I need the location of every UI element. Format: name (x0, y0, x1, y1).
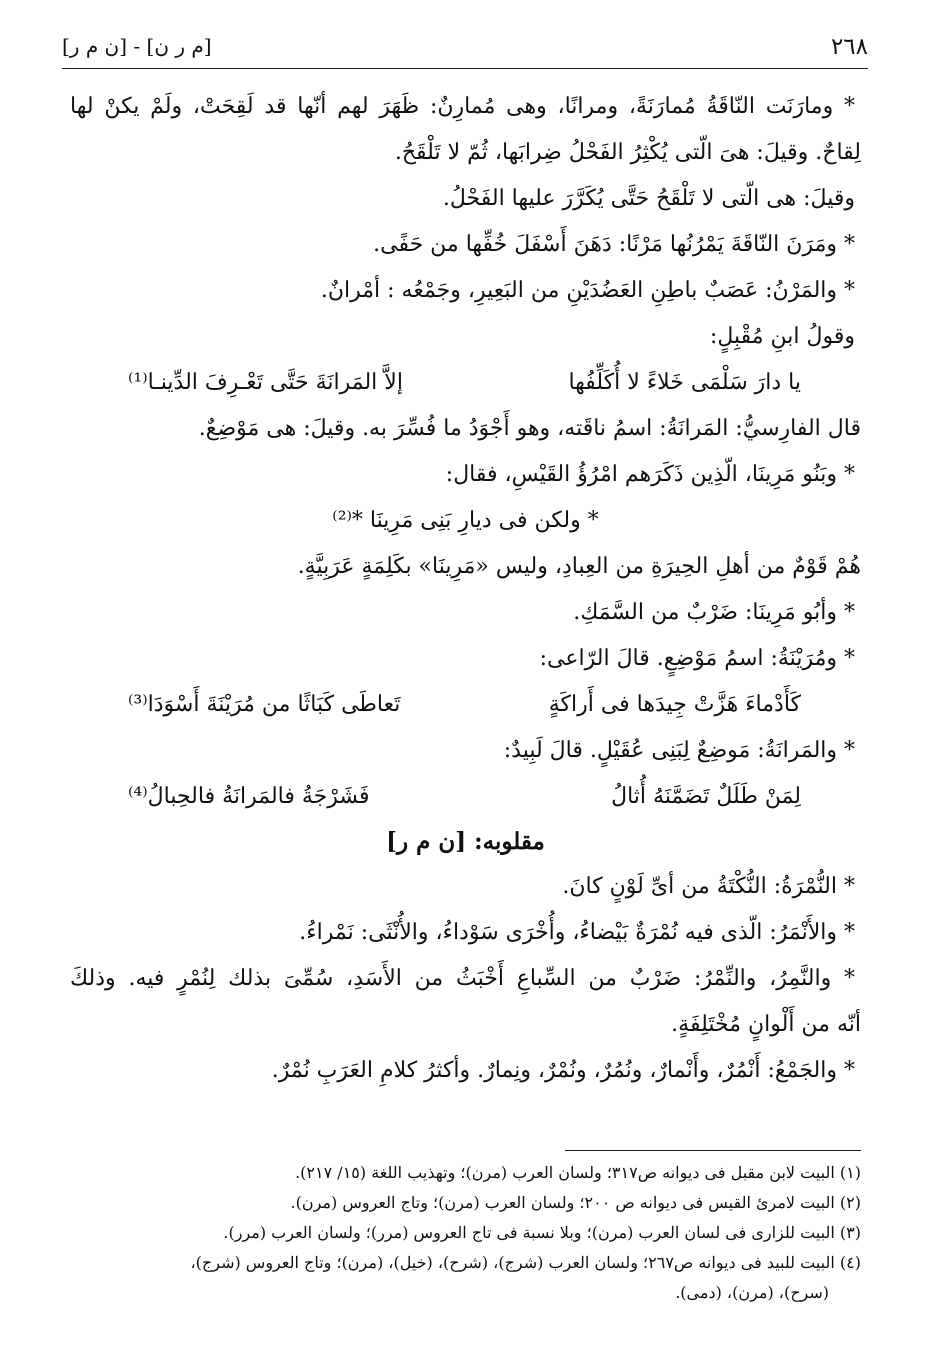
footnote: (٣) البيت للزارى فى لسان العرب (مرن)؛ وبلا نسبة فى تاج العروس (مرر)؛ ولسان العرب (مرر). (223, 1223, 861, 1242)
verse-hemistich-second: إلاَّ المَرانَةَ حَتَّى تَعْـرِفَ الدِّينـا⁽¹⁾ (128, 370, 403, 395)
verse-hemistich-first: يا دارَ سَلْمَى خَلاءً لا أُكَلِّفُها (568, 370, 801, 395)
footnote: (٢) البيت لامرئ القيس فى ديوانه ص ٢٠٠؛ ولسان العرب (مرن)؛ وتاج العروس (مرن). (290, 1193, 861, 1212)
text-line: وقولُ ابنِ مُقْبِلٍ: (709, 324, 855, 349)
text-line: * ومَرَنَ النّاقَةَ يَمْرُنُها مَرْنًا: دَهَنَ أَسْفَلَ خُفِّها من حَفًى. (373, 232, 855, 257)
text-line: * وبَنُو مَرِينَا، الّذِين ذَكَرَهم امْرُؤُ القَيْسِ، فقال: (445, 462, 855, 487)
verse-line: * ولكن فى ديارِ بَنِى مَرِينَا *⁽²⁾ (332, 508, 599, 533)
page-number: ٢٦٨ (830, 34, 868, 60)
text-line: * ومارَنَت النّاقَةُ مُمارَنَةً، ومرانًا، وهى مُمارِنٌ: ظَهَرَ لهم أنّها قد لَقِحَتْ، ولَمْ يكنْ لها (70, 94, 855, 119)
text-line: * والجَمْعُ: أَنْمُرٌ، وأَنْمارٌ، ونُمُرٌ، ونُمْرٌ، ونِمارٌ. وأكثرُ كلامِ العَرَبِ نُمْرٌ. (271, 1058, 855, 1083)
text-line: * النُّمْرَةُ: النُّكْتَةُ من أىِّ لَوْنٍ كانَ. (562, 874, 855, 899)
text-line: * والمَرانَةُ: مَوضِعٌ لِبَنِى عُقَيْلٍ. قالَ لَبِيدٌ: (503, 738, 855, 763)
text-line: هُمْ قَوْمٌ من أهلِ الحِيرَةِ من العِبادِ، وليس «مَرِينَا» بكَلِمَةٍ عَرَبِيَّةٍ. (297, 554, 861, 579)
text-line: * وأبُو مَرِينَا: ضَرْبٌ من السَّمَكِ. (573, 600, 855, 625)
footnotes (62, 1158, 861, 1308)
footnote: (٤) البيت للبيد فى ديوانه ص٢٦٧؛ ولسان العرب (شرج)، (شرح)، (خيل)، (مرن)؛ وتاج العروس (شرج)، (190, 1253, 861, 1272)
footnote-continuation: (سرح)، (مرن)، (دمى). (675, 1283, 829, 1302)
text-line: * والنَّمِرُ، والنِّمْرُ: ضَرْبٌ من السِّباعِ أَخْبَثُ من الأَسَدِ، سُمِّىَ بذلك لِنُمْرٍ فيه. وذلكَ (70, 966, 855, 991)
text-line: * ومُرَيْنَةُ: اسمُ مَوْضِعٍ. قالَ الرّاعى: (539, 646, 855, 671)
text-line: قال الفارِسيُّ: المَرانَةُ: اسمُ ناقَته، وهو أَجْوَدُ ما فُسِّرَ به. وقيلَ: هى مَوْضِعٌ. (198, 416, 861, 441)
text-line: * والمَرْنُ: عَصَبٌ باطِنِ العَضُدَيْنِ من البَعِيرِ، وجَمْعُه : أمْرانٌ. (320, 278, 855, 303)
footnote-divider (565, 1150, 861, 1151)
verse-hemistich-second: تَعاطَى كَبَاثًا من مُرَيْنَةَ أَسْوَدَا⁽³⁾ (128, 692, 401, 717)
verse-hemistich-first: لِمَنْ طَلَلٌ تَضَمَّنَهُ أُثالُ (611, 784, 801, 809)
verse-line (70, 360, 861, 406)
page-header (62, 28, 868, 69)
verse-line (70, 682, 861, 728)
text-line: وقيلَ: هى الّتى لا تَلْقَحُ حَتَّى يُكَرَّرَ عليها الفَحْلُ. (442, 186, 855, 211)
running-head: [م ر ن] - [ن م ر] (62, 34, 212, 58)
verse-hemistich-first: كَأَدْماءَ هَزَّتْ جِيدَها فى أَراكَةٍ (548, 692, 801, 717)
section-heading: مقلوبه: [ن م ر] (386, 828, 545, 855)
text-line: لِقاحٌ. وقيلَ: هىَ الّتى يُكْثِرُ الفَحْلُ ضِرابَها، ثُمّ لا تَلْقَحُ. (394, 140, 861, 165)
text-line: * والأَنْمَرُ: الّذى فيه نُمْرَةٌ بَيْضاءُ، وأُخْرَى سَوْداءُ، والأُنْثَى: نَمْراءُ. (299, 920, 855, 945)
verse-hemistich-second: فَشَرْجَةُ فالمَرانَةُ فالحِبالُ⁽⁴⁾ (128, 784, 370, 809)
footnote: (١) البيت لابن مقبل فى ديوانه ص٣١٧؛ ولسان العرب (مرن)؛ وتهذيب اللغة (١٥/ ٢١٧). (295, 1163, 861, 1182)
verse-line (70, 774, 861, 820)
main-text (70, 84, 861, 1094)
text-line: أنّه من أَلْوانٍ مُخْتَلِفَةٍ. (671, 1012, 861, 1037)
